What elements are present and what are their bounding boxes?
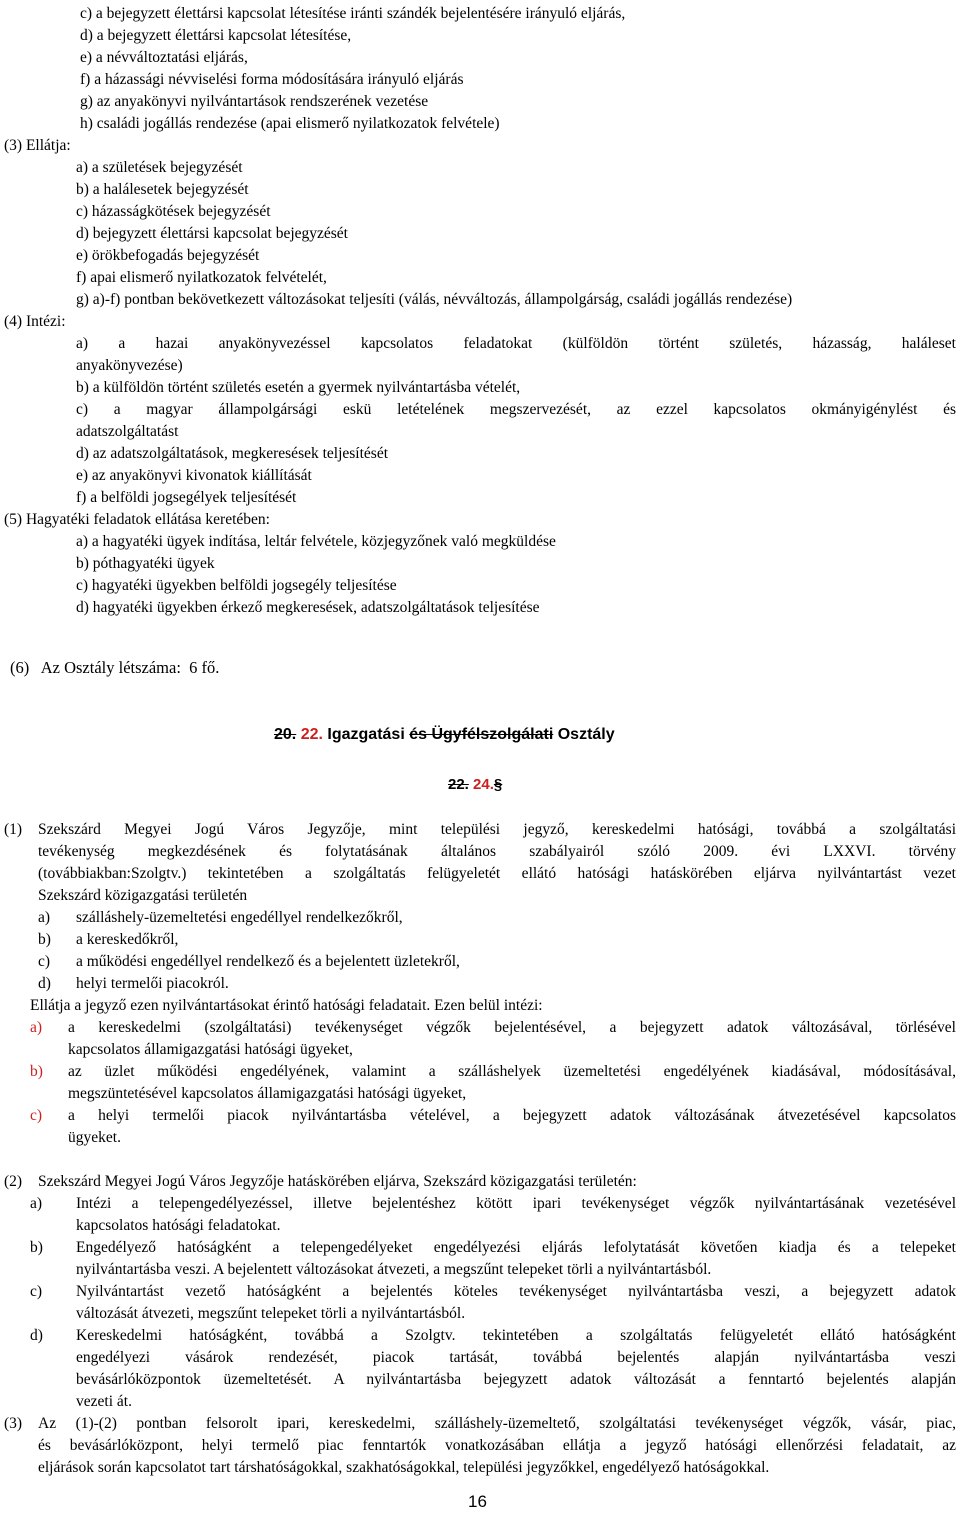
paragraph-line: eljárások során kapcsolatot tart társhatóságokkal, szakhatóságokkal, települési jegyzőkkel, engedélyező hatóságokkal. [38,1459,770,1476]
paragraph-line: tevékenység megkezdésének és folytatásának általános szabályairól szóló 2009. évi LXXVI. törvény [38,843,956,860]
list-label: a) [30,1195,43,1212]
list-item: d) az adatszolgáltatások, megkeresések teljesítését [76,445,389,462]
paragraph-label: (2) [4,1173,23,1190]
list-item: d) hagyatéki ügyekben érkező megkeresések, adatszolgáltatások teljesítése [76,599,540,616]
list-item: a kereskedőkről, [76,931,179,948]
list-label: c) [38,953,51,970]
paragraph-line: Ellátja a jegyző ezen nyilvántartásokat érintő hatósági feladatait. Ezen belül intézi: [30,997,543,1014]
list-item-continuation: változását átvezeti, megszűnt telepeket törli a nyilvántartásból. [76,1305,466,1322]
list-label: d) [38,975,51,992]
list-item: a) a hagyatéki ügyek indítása, leltár felvétele, közjegyzőnek való megküldése [76,533,556,550]
paragraph-line: (továbbiakban:Szolgtv.) tekintetében a szolgáltatás felügyeletét ellátó hatósági hatáskörében eljárva nyilvántartást vezet [38,865,956,882]
list-item-continuation: engedélyezi vásárok rendezését, piacok tartását, továbbá bejelentés alapján nyilvántartásba veszi [76,1349,956,1366]
list-item: szálláshely-üzemeltetési engedéllyel rendelkezőkről, [76,909,403,926]
list-item: b) a halálesetek bejegyzését [76,181,249,198]
list-item: e) a névváltoztatási eljárás, [80,49,248,66]
list-item: c) a bejegyzett élettársi kapcsolat létesítése iránti szándék bejelentésére irányuló eljárás, [80,5,626,22]
paragraph-label: (3) [4,1415,23,1432]
paragraph-number [448,774,502,796]
list-label: a) [30,1019,43,1036]
chapter-heading [274,724,615,746]
paragraph-line: Az (1)-(2) pontban felsorolt ipari, kereskedelmi, szálláshely-üzemeltető, szolgáltatási tevékenységet végzők, vásár, piac, [38,1415,956,1432]
list-item: g) az anyakönyvi nyilvántartások rendszerének vezetése [80,93,429,110]
paragraph-line: Szekszárd Megyei Jogú Város Jegyzője hatáskörében eljárva, Szekszárd közigazgatási területén: [38,1173,637,1190]
paragraph-line: Szekszárd közigazgatási területén [38,887,248,904]
old-paragraph-number: 22. [448,776,469,793]
list-label: d) [30,1327,43,1344]
list-item: g) a)-f) pontban bekövetkezett változásokat teljesíti (válás, névváltozás, állampolgárság, családi jogállás rendezése) [76,291,793,308]
list-item-continuation: anyakönyvezése) [76,357,183,374]
list-label: c) [30,1283,43,1300]
list-label: b) [38,931,51,948]
list-label: b) [30,1239,43,1256]
old-chapter-number: 20. [274,726,297,743]
list-label: a) [38,909,51,926]
list-item: h) családi jogállás rendezése (apai elismerő nyilatkozatok felvétele) [80,115,500,132]
paragraph-line: Szekszárd Megyei Jogú Város Jegyzője, mint települési jegyző, kereskedelmi hatósági, továbbá a szolgáltatási [38,821,956,838]
list-item: Engedélyező hatóságként a telepengedélyeket engedélyezési eljárás lefolytatását követően kiadja és a telepeket [76,1239,956,1256]
section-heading: (5) Hagyatéki feladatok ellátása keretében: [4,511,270,528]
section-number: (6) [10,658,30,677]
list-item: a működési engedéllyel rendelkező és a bejelentett üzletekről, [76,953,460,970]
page-number: 16 [468,1492,487,1511]
list-item: b) póthagyatéki ügyek [76,555,215,572]
list-item: Intézi a telepengedélyezéssel, illetve bejelentéshez kötött ipari tevékenységet végzők nyilvántartásának vezetésével [76,1195,956,1212]
list-item: a kereskedelmi (szolgáltatási) tevékenységet végzők bejelentésével, a bejegyzett adatok változásával, törlésével [68,1019,956,1036]
list-item-continuation: adatszolgáltatást [76,423,179,440]
struck-chapter-title-part: és Ügyfélszolgálati [409,726,554,743]
list-item: az üzlet működési engedélyének, valamint a szálláshelyek üzemeltetési engedélyének kiadásával, módosításával, [68,1063,956,1080]
paragraph-line: és bevásárlóközpont, helyi termelő piac fenntartók vonatkozásában ellátja a jegyző hatósági ellenőrzési feladatait, az [38,1437,956,1454]
list-item-continuation: kapcsolatos hatósági feladatokat. [76,1217,281,1234]
section-text: Az Osztály létszáma: [40,658,181,677]
section-heading: (4) Intézi: [4,313,66,330]
list-item-continuation: bevásárlóközpontok üzemeltetését. A nyilvántartásba bejegyzett adatok változását a fenntartó bejelentés alapján [76,1371,956,1388]
list-item: b) a külföldön történt születés esetén a gyermek nyilvántartásba vételét, [76,379,521,396]
list-item-continuation: megszüntetésével kapcsolatos államigazgatási hatósági ügyeket, [68,1085,467,1102]
paragraph-label: (1) [4,821,23,838]
list-item: c) a magyar állampolgársági eskü letételének megszervezését, az ezzel kapcsolatos okmányigénylést és [76,401,956,418]
list-item: Kereskedelmi hatóságként, továbbá a Szolgtv. tekintetében a szolgáltatás felügyeletét ellátó hatóságként [76,1327,956,1344]
list-item: Nyilvántartást vezető hatóságként a bejelentés köteles tevékenységet nyilvántartásba veszi, a bejegyzett adatok [76,1283,956,1300]
list-item: f) apai elismerő nyilatkozatok felvételét, [76,269,327,286]
chapter-title-part: Osztály [557,726,615,743]
list-item-continuation: nyilvántartásba veszi. A bejelentett változásokat átvezeti, a megszűnt telepeket törli a nyilvántartásból. [76,1261,712,1278]
chapter-title-part: Igazgatási [327,726,405,743]
list-item: d) bejegyzett élettársi kapcsolat bejegyzését [76,225,348,242]
list-item: f) a belföldi jogsegélyek teljesítését [76,489,297,506]
list-item: a helyi termelői piacok nyilvántartásba vételével, a bejegyzett adatok változásának átvezetésével kapcsolatos [68,1107,956,1124]
list-label: b) [30,1063,43,1080]
list-item: f) a házassági névviselési forma módosítására irányuló eljárás [80,71,464,88]
list-label: c) [30,1107,43,1124]
staff-count: 6 fő. [189,658,220,677]
list-item: a) a hazai anyakönyvezéssel kapcsolatos feladatokat (külföldön történt születés, házasság, haláleset [76,335,956,352]
list-item: e) örökbefogadás bejegyzését [76,247,260,264]
section-sign: § [493,776,503,793]
list-item: a) a születések bejegyzését [76,159,243,176]
list-item-continuation: vezeti át. [76,1393,132,1410]
new-chapter-number: 22. [300,726,323,743]
list-item: c) hagyatéki ügyekben belföldi jogsegély teljesítése [76,577,397,594]
section-6 [10,657,219,679]
list-item: c) házasságkötések bejegyzését [76,203,271,220]
list-item: e) az anyakönyvi kivonatok kiállítását [76,467,312,484]
section-heading: (3) Ellátja: [4,137,71,154]
list-item: d) a bejegyzett élettársi kapcsolat létesítése, [80,27,352,44]
list-item: helyi termelői piacokról. [76,975,229,992]
list-item-continuation: kapcsolatos államigazgatási hatósági ügyeket, [68,1041,353,1058]
new-paragraph-number: 24. [473,776,494,793]
list-item-continuation: ügyeket. [68,1129,121,1146]
